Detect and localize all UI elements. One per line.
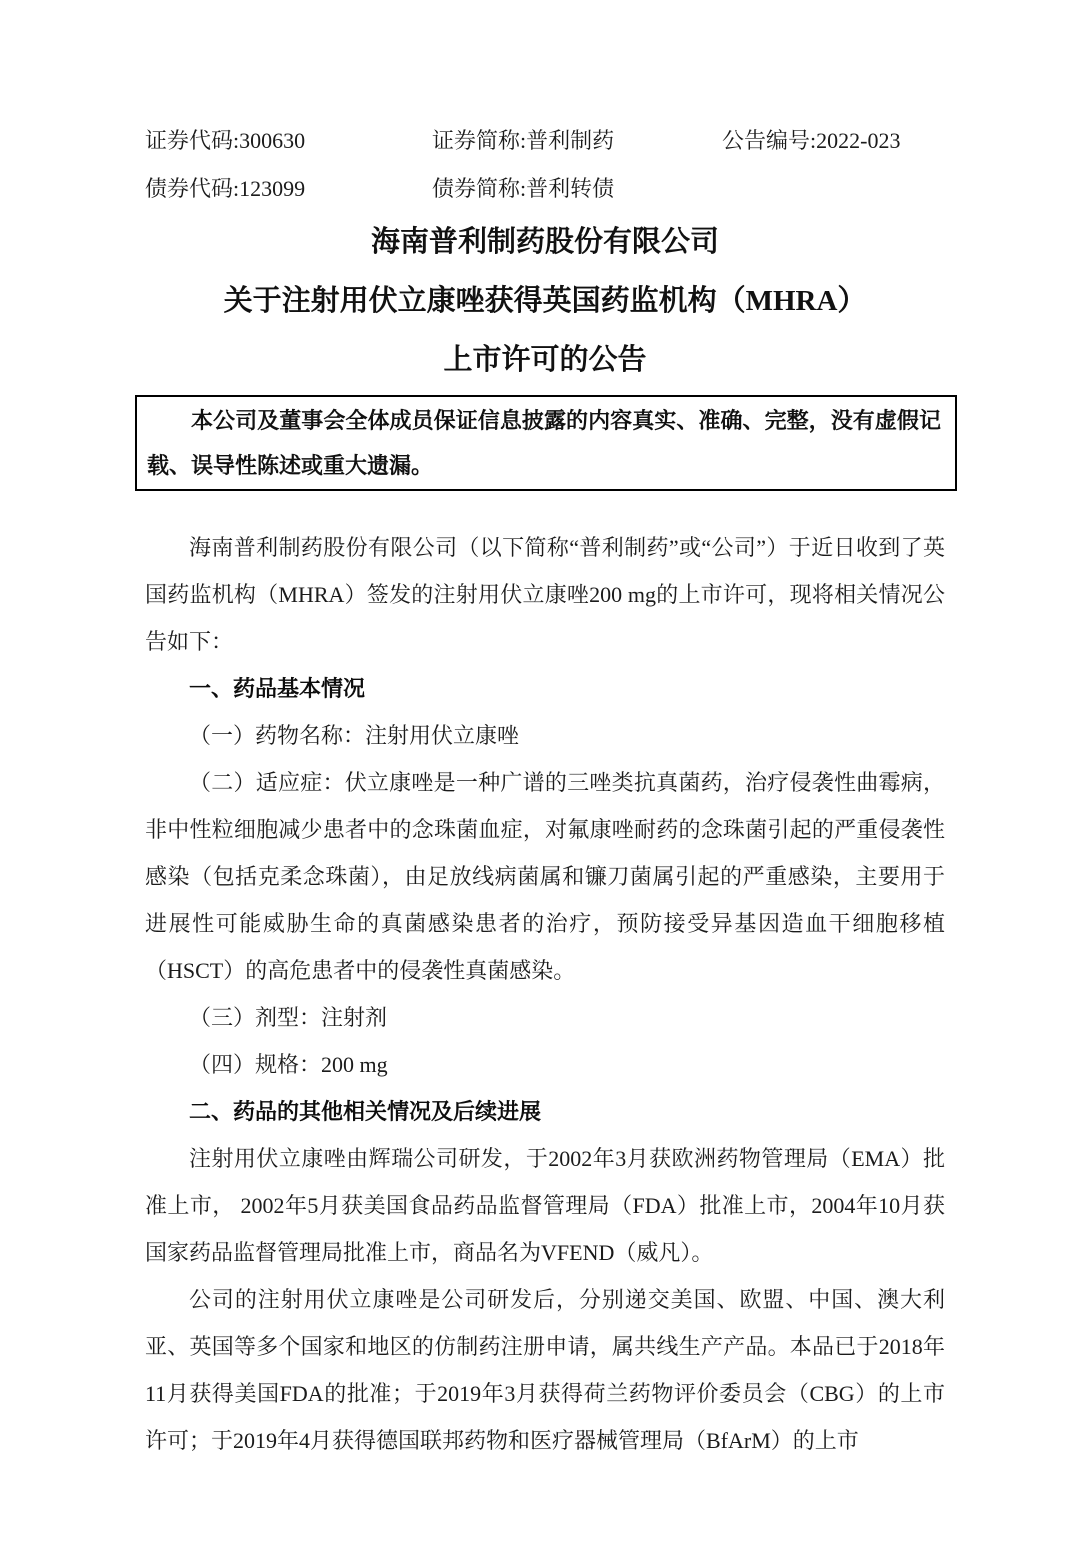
announcement-number: 公告编号:2022-023 [722, 128, 901, 153]
disclaimer-box [135, 395, 957, 491]
drug-name-item: （一）药物名称：注射用伏立康唑 [189, 723, 520, 748]
bond-code: 债券代码:123099 [145, 176, 306, 201]
registration-progress-paragraph: 公司的注射用伏立康唑是公司研发后，分别递交美国、欧盟、中国、澳大利亚、英国等多个国家和地区的仿制药注册申请，属共线生产产品。本品已于2018年11月获得美国FDA的批准；于2019年3月获得荷兰药物评价委员会（CBG）的上市许可；于2019年4月获得德国联邦药物和医疗器械管理局（BfArM）的上市 [145, 1287, 945, 1453]
announcement-title-line1: 关于注射用伏立康唑获得英国药监机构（MHRA） [223, 285, 867, 317]
title-block [145, 213, 945, 390]
bond-abbr: 债券简称:普利转债 [432, 176, 615, 201]
company-name-title: 海南普利制药股份有限公司 [370, 226, 719, 258]
originator-history-paragraph: 注射用伏立康唑由辉瑞公司研发，于2002年3月获欧洲药物管理局（EMA）批准上市， 2002年5月获美国食品药品监督管理局（FDA）批准上市，2004年10月获国家药品监督管理局批准上市，商品名为VFEND（威凡）。 [145, 1146, 945, 1265]
section2-heading: 二、药品的其他相关情况及后续进展 [189, 1099, 542, 1124]
specification-item: （四）规格：200 mg [189, 1052, 388, 1077]
dosage-form-item: （三）剂型：注射剂 [189, 1005, 388, 1030]
announcement-title-line2: 上市许可的公告 [443, 344, 647, 376]
section1-heading: 一、药品基本情况 [189, 676, 366, 701]
document-content-area [145, 117, 945, 1464]
securities-abbr: 证券简称:普利制药 [432, 128, 615, 153]
securities-code: 证券代码:300630 [145, 128, 306, 153]
document-body [145, 524, 945, 1464]
document-header [145, 117, 945, 213]
indication-item: （二）适应症：伏立康唑是一种广谱的三唑类抗真菌药，治疗侵袭性曲霉病，非中性粒细胞减少患者中的念珠菌血症，对氟康唑耐药的念珠菌引起的严重侵袭性感染（包括克柔念珠菌），由足放线病菌属和镰刀菌属引起的严重感染，主要用于进展性可能威胁生命的真菌感染患者的治疗，预防接受异基因造血干细胞移植（HSCT）的高危患者中的侵袭性真菌感染。 [145, 770, 945, 983]
header-empty-cell [722, 165, 945, 213]
disclaimer-text: 本公司及董事会全体成员保证信息披露的内容真实、准确、完整，没有虚假记载、误导性陈述或重大遗漏。 [147, 408, 941, 478]
intro-paragraph: 海南普利制药股份有限公司（以下简称“普利制药”或“公司”）于近日收到了英国药监机构（MHRA）签发的注射用伏立康唑200 mg的上市许可，现将相关情况公告如下： [145, 535, 945, 654]
